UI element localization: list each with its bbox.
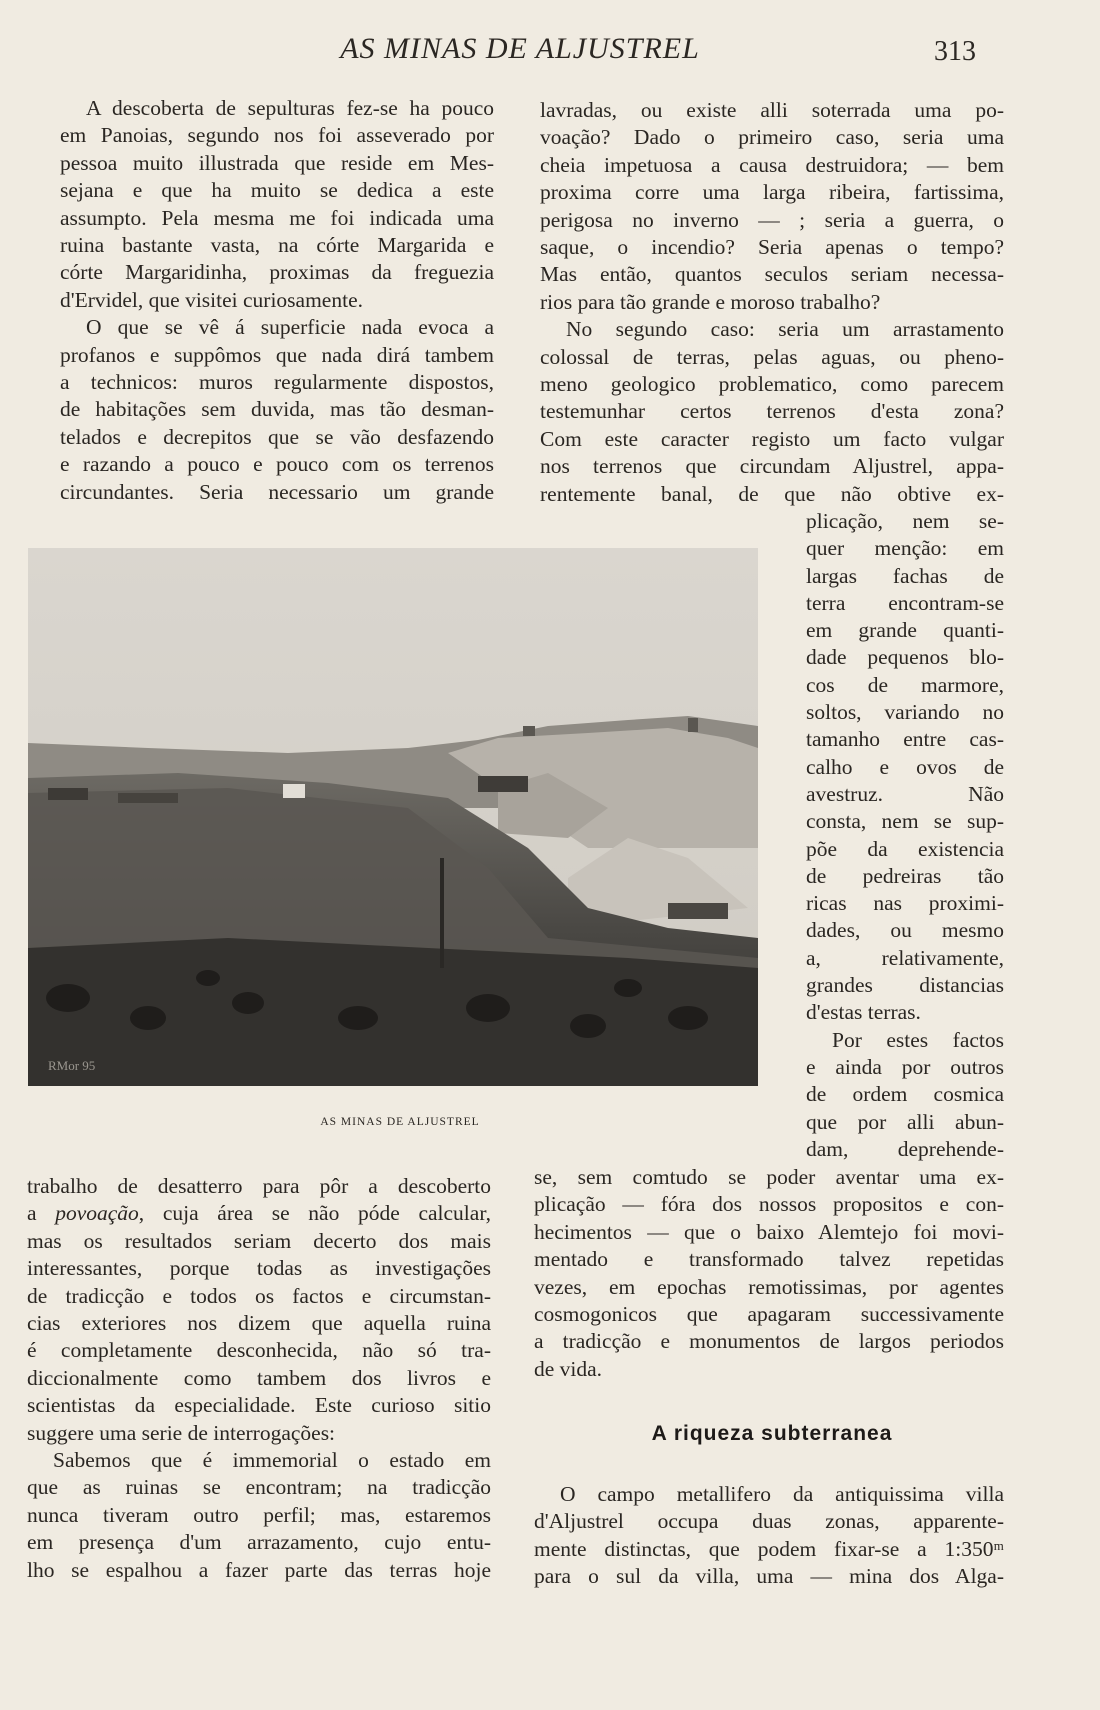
text-line: profanos e suppômos que nada dirá tambem — [60, 342, 494, 367]
text-line: A descoberta de sepulturas fez-se ha pouco — [86, 96, 494, 120]
text-line: cias exteriores nos dizem que aquella ruina — [27, 1311, 491, 1336]
text-line: trabalho de desatterro para pôr a descoberto — [27, 1174, 491, 1198]
text-line: nos terrenos que circundam Aljustrel, appa- — [540, 454, 1004, 479]
photo-signature: RMor 95 — [48, 1058, 96, 1073]
text-line: e ainda por outros — [806, 1054, 1004, 1079]
text-line: vezes, em epochas remotissimas, por agentes — [534, 1274, 1004, 1299]
text-line: plicação — fóra dos nossos propositos e con- — [534, 1192, 1004, 1217]
text-line: d'Aljustrel occupa duas zonas, apparente- — [534, 1509, 1004, 1534]
text-line: avestruz. Não — [806, 781, 1004, 806]
text-line: O campo metallifero da antiquissima villa — [560, 1482, 1004, 1506]
text-line: põe da existencia — [806, 836, 1004, 861]
text-line: para o sul da villa, uma — mina dos Alga- — [534, 1564, 1004, 1589]
text-line: scientistas da especialidade. Este curioso sitio — [27, 1393, 491, 1418]
text-line: ricas nas proximi- — [806, 891, 1004, 916]
text-line: rentemente banal, de que não obtive ex- — [540, 481, 1004, 506]
text-line: ruina bastante vasta, na córte Margarida e — [60, 233, 494, 258]
text-line: Sabemos que é immemorial o estado em — [53, 1448, 491, 1473]
text-line: dades, ou mesmo — [806, 918, 1004, 943]
text-line: mente distinctas, que podem fixar-se a 1:350ᵐ — [534, 1536, 1004, 1561]
text-line: cos de marmore, — [806, 672, 1004, 697]
text-line: saque, o incendio? Seria apenas o tempo? — [540, 235, 1004, 260]
text-line: é completamente desconhecida, não só tra- — [27, 1338, 491, 1363]
figure-caption: AS MINAS DE ALJUSTREL — [320, 1116, 480, 1128]
text-line: telados e decrepitos que se vão desfazendo — [60, 424, 494, 449]
text-line: Mas então, quantos seculos seriam necessa- — [540, 262, 1004, 287]
right-column-top — [540, 97, 1004, 508]
text-line: se, sem comtudo se poder aventar uma ex- — [534, 1165, 1004, 1189]
page-number: 313 — [934, 36, 976, 67]
text-line: diccionalmente como tambem dos livros e — [27, 1365, 491, 1390]
text-line: voação? Dado o primeiro caso, seria uma — [540, 125, 1004, 150]
text-line: cheia impetuosa a causa destruidora; — bem — [540, 152, 1004, 177]
mine-landscape-photo — [28, 548, 758, 1086]
text-line: dam, deprehende- — [806, 1136, 1004, 1161]
text-line: que as ruinas se encontram; na tradicção — [27, 1475, 491, 1500]
text-line: a, relativamente, — [806, 945, 1004, 970]
text-line: córte Margaridinha, proximas da freguezia — [60, 260, 494, 285]
text-line: lavradas, ou existe alli soterrada uma po- — [540, 98, 1004, 122]
text-line: calho e ovos de — [806, 754, 1004, 779]
text-line: a povoação, cuja área se não póde calcular, — [27, 1201, 491, 1226]
section-heading: A riqueza subterranea — [651, 1422, 893, 1445]
text-line: colossal de terras, pelas aguas, ou pheno- — [540, 344, 1004, 369]
running-header: AS MINAS DE ALJUSTREL — [340, 32, 700, 65]
right-column-narrow — [806, 508, 1004, 1163]
text-line: grandes distancias — [806, 973, 1004, 998]
text-line: lho se espalhou a fazer parte das terras hoje — [27, 1557, 491, 1582]
text-line: meno geologico problematico, como parecem — [540, 372, 1004, 397]
text-line: de tradicção e todos os factos e circumstan- — [27, 1283, 491, 1308]
text-line: de ordem cosmica — [806, 1082, 1004, 1107]
text-line: d'Ervidel, que visitei curiosamente. — [60, 287, 363, 312]
text-line: d'estas terras. — [806, 1000, 921, 1025]
left-column-bottom — [27, 1173, 491, 1584]
text-line: mas os resultados seriam decerto dos mais — [27, 1228, 491, 1253]
text-line: circundantes. Seria necessario um grande — [60, 479, 494, 504]
text-line: largas fachas de — [806, 563, 1004, 588]
text-line: Por estes factos — [832, 1027, 1004, 1052]
text-line: de habitações sem duvida, mas tão desman- — [60, 397, 494, 422]
text-line: hecimentos — que o baixo Alemtejo foi movi- — [534, 1219, 1004, 1244]
text-line: em grande quanti- — [806, 618, 1004, 643]
text-line: pessoa muito illustrada que reside em Mes- — [60, 150, 494, 175]
text-line: sejana e que ha muito se dedica a este — [60, 178, 494, 203]
text-line: a technicos: muros regularmente dispostos, — [60, 370, 494, 395]
left-column-top — [60, 95, 494, 506]
text-line: nunca tiveram outro perfil; mas, estaremos — [27, 1502, 491, 1527]
text-line: em Panoias, segundo nos foi asseverado por — [60, 123, 494, 148]
text-line: em presença d'um arrazamento, cujo entu- — [27, 1530, 491, 1555]
text-line: rios para tão grande e moroso trabalho? — [540, 289, 881, 314]
text-line: e razando a pouco e pouco com os terrenos — [60, 452, 494, 477]
right-column-bottom — [534, 1164, 1004, 1383]
text-line: que por alli abun- — [806, 1109, 1004, 1134]
text-line: cosmogonicos que apagaram successivamente — [534, 1302, 1004, 1327]
text-line: perigosa no inverno — ; seria a guerra, o — [540, 207, 1004, 232]
text-line: proxima corre uma larga ribeira, fartissima, — [540, 180, 1004, 205]
text-line: soltos, variando no — [806, 700, 1004, 725]
text-line: de pedreiras tão — [806, 863, 1004, 888]
text-line: No segundo caso: seria um arrastamento — [566, 317, 1004, 342]
text-line: Com este caracter registo um facto vulgar — [540, 426, 1004, 451]
text-line: plicação, nem se- — [806, 509, 1004, 533]
text-line: consta, nem se sup- — [806, 809, 1004, 834]
text-line: assumpto. Pela mesma me foi indicada uma — [60, 205, 494, 230]
text-line: dade pequenos blo- — [806, 645, 1004, 670]
text-line: testemunhar certos terrenos d'esta zona? — [540, 399, 1004, 424]
text-line: suggere uma serie de interrogações: — [27, 1420, 336, 1445]
text-line: O que se vê á superficie nada evoca a — [86, 315, 494, 340]
text-line: de vida. — [534, 1356, 603, 1381]
text-line: interessantes, porque todas as investigações — [27, 1256, 491, 1281]
text-line: quer menção: em — [806, 536, 1004, 561]
text-line: terra encontram-se — [806, 590, 1004, 615]
text-line: a tradicção e monumentos de largos periodos — [534, 1329, 1004, 1354]
text-line: mentado e transformado talvez repetidas — [534, 1247, 1004, 1272]
text-line: tamanho entre cas- — [806, 727, 1004, 752]
section-body — [534, 1481, 1004, 1591]
